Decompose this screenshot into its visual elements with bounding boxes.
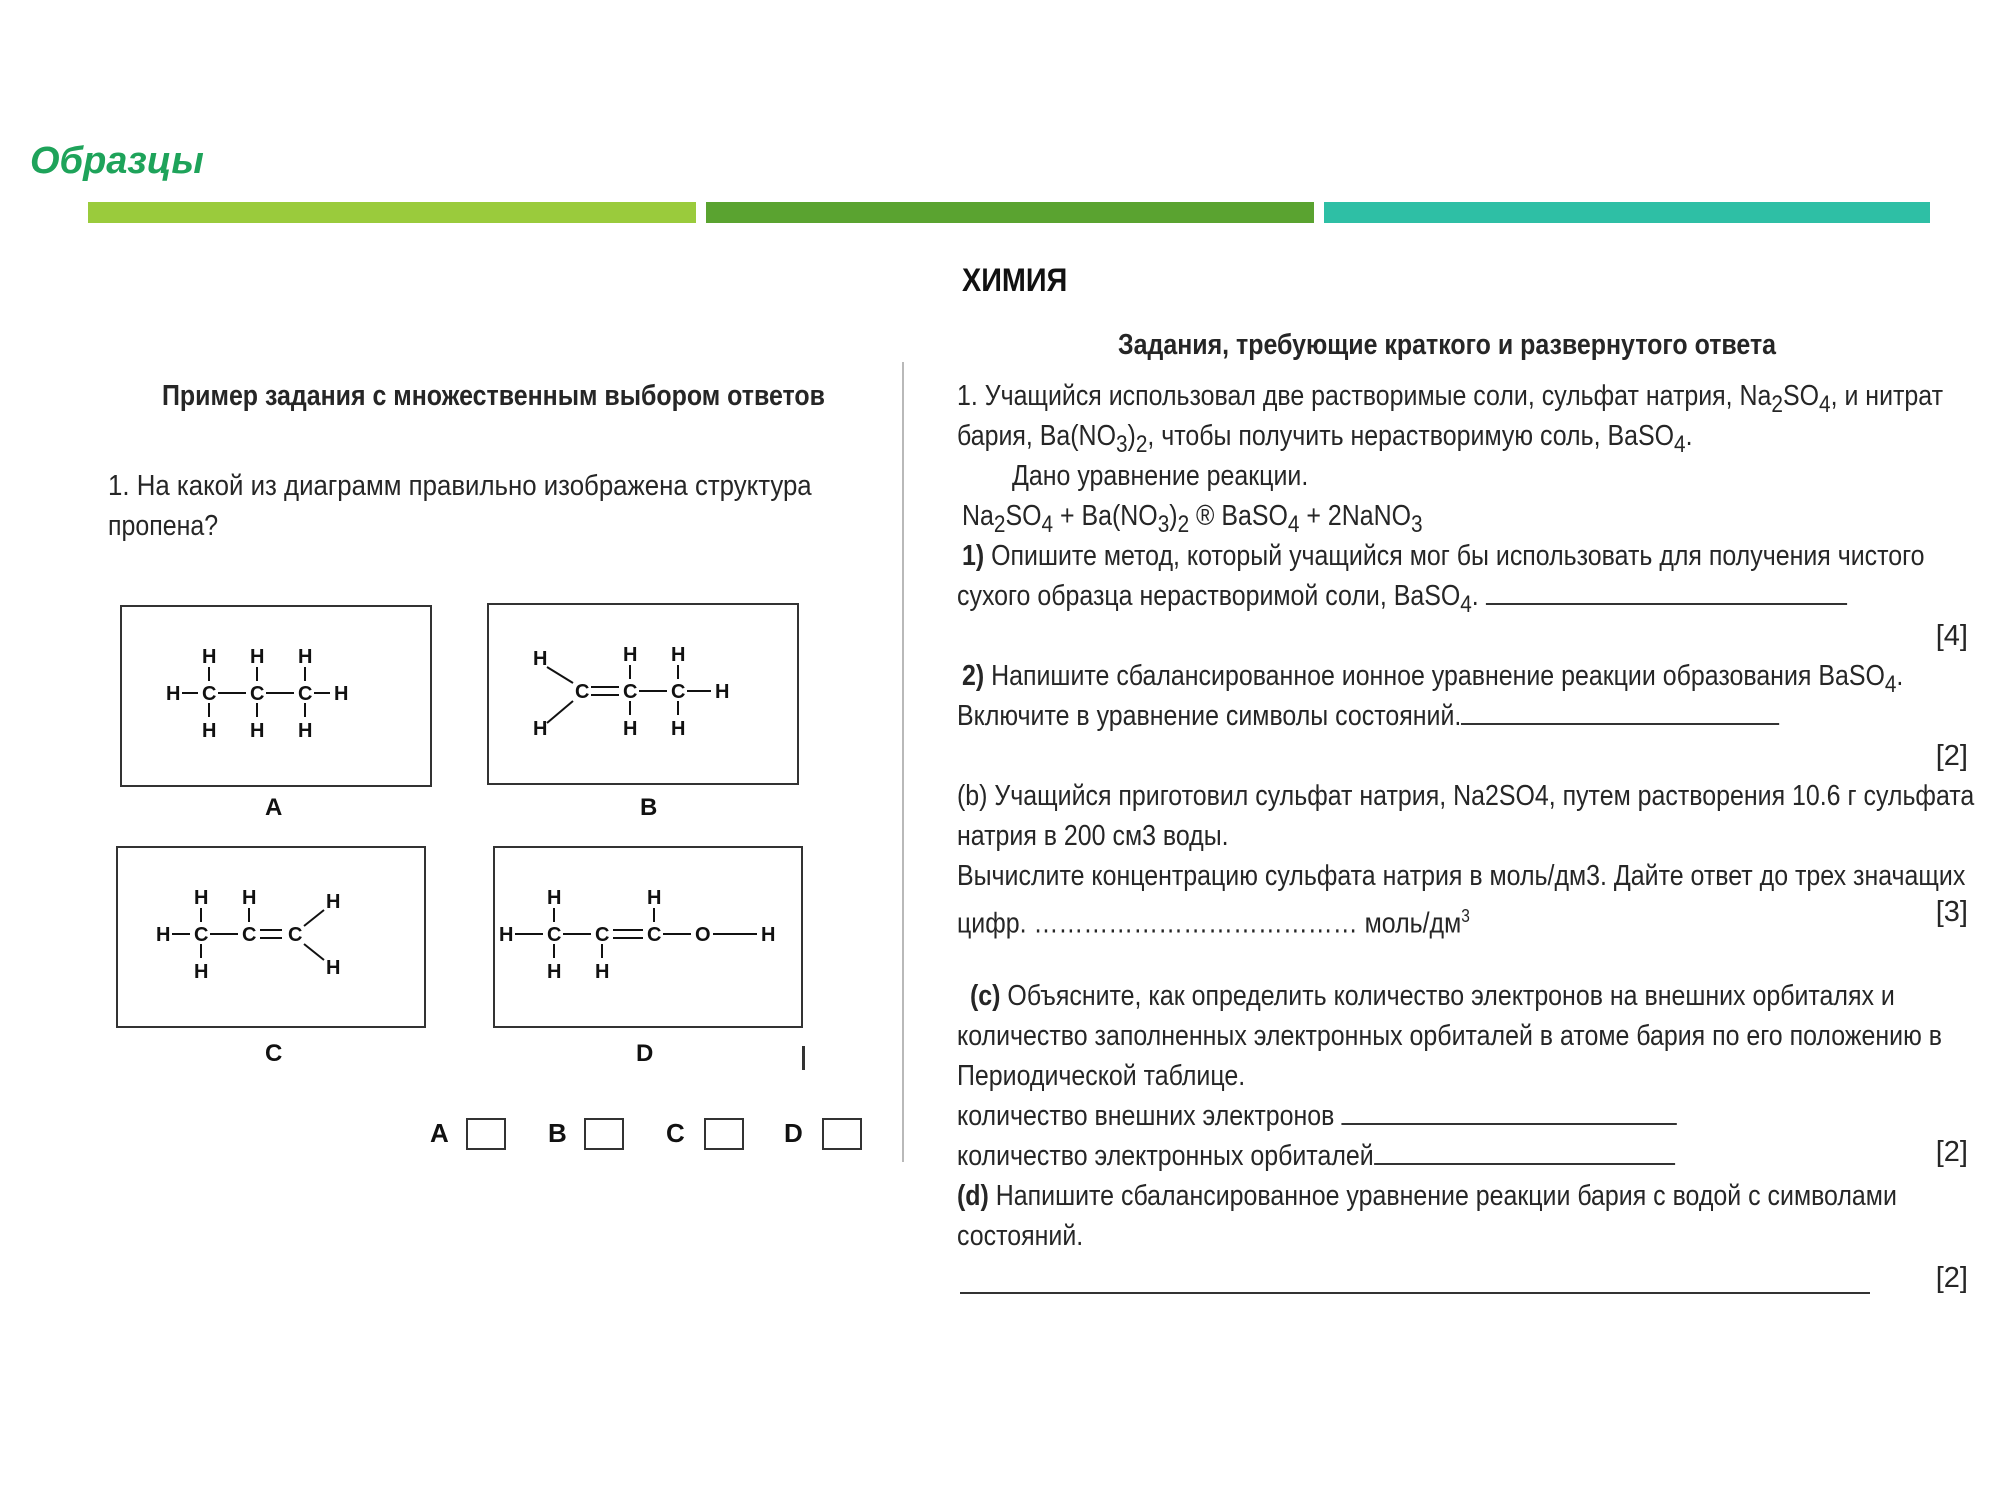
question-1-text-line-2: бария, $Ba(NO_3)_2$, чтобы получить нерастворимую соль, BaSO$_4$. xyxy=(957,420,1693,458)
svg-text:H: H xyxy=(298,646,313,668)
question-1-line-1: 1. На какой из диаграмм правильно изображена структура xyxy=(108,470,812,502)
diagram-b-label: B xyxy=(640,794,658,821)
column-divider xyxy=(902,362,904,1162)
svg-text:H: H xyxy=(623,718,638,740)
part-b-line-2: натрия в 200 см3 воды. xyxy=(957,820,1229,852)
svg-text:O: O xyxy=(695,924,711,946)
option-b-checkbox[interactable] xyxy=(584,1118,624,1150)
svg-text:C: C xyxy=(671,681,686,703)
reaction-equation: $Na_2SO_4 + Ba(NO_3)_2$ ® BaSO$_4$ + 2NaNO$_3$ xyxy=(962,500,1423,538)
svg-text:C: C xyxy=(202,683,217,705)
svg-text:H: H xyxy=(194,961,209,983)
slide-title: Образцы xyxy=(30,140,204,182)
part-c-line-1: (c) Объясните, как определить количество электронов на внешних орбиталях и xyxy=(970,980,1895,1012)
part-1-line-2: сухого образца нерастворимой соли, BaSO$_4$. xyxy=(957,576,1847,625)
svg-text:H: H xyxy=(298,720,313,742)
diagram-b xyxy=(487,603,799,785)
svg-text:H: H xyxy=(715,681,730,703)
structure-b-svg xyxy=(489,605,797,783)
mark-2-a: [2] xyxy=(1935,740,1968,772)
svg-text:C: C xyxy=(547,924,562,946)
svg-text:H: H xyxy=(595,961,610,983)
svg-text:C: C xyxy=(194,924,209,946)
svg-text:H: H xyxy=(623,644,638,666)
accent-bar-1 xyxy=(88,202,696,223)
svg-text:H: H xyxy=(326,957,341,979)
accent-bar-3 xyxy=(1324,202,1930,223)
part-c-line-2: количество заполненных электронных орбиталей в атоме бария по его положению в xyxy=(957,1020,1943,1052)
left-heading: Пример задания с множественным выбором ответов xyxy=(162,380,825,412)
part-1-line-1: 1) Опишите метод, который учащийся мог бы использовать для получения чистого xyxy=(962,540,1925,572)
option-d-checkbox[interactable] xyxy=(822,1118,862,1150)
svg-text:H: H xyxy=(547,961,562,983)
svg-text:C: C xyxy=(595,924,610,946)
svg-text:H: H xyxy=(671,718,686,740)
svg-text:H: H xyxy=(242,887,257,909)
svg-text:H: H xyxy=(250,720,265,742)
mark-2-b: [2] xyxy=(1935,1136,1968,1168)
svg-text:C: C xyxy=(647,924,662,946)
svg-text:C: C xyxy=(250,683,265,705)
right-heading: Задания, требующие краткого и развернутого ответа xyxy=(1118,329,1777,361)
answer-line-part-d[interactable] xyxy=(960,1292,1870,1294)
part-c-line-4: количество внешних электронов xyxy=(957,1096,1677,1136)
answer-line-outer-electrons[interactable] xyxy=(1341,1097,1676,1125)
svg-text:H: H xyxy=(647,887,662,909)
sub-4: 4 xyxy=(1819,390,1831,418)
svg-text:H: H xyxy=(547,887,562,909)
svg-text:H: H xyxy=(533,648,548,670)
mark-3: [3] xyxy=(1935,896,1968,928)
answer-line-part-2[interactable] xyxy=(1461,697,1779,725)
question-1-text-line-1: 1. Учащийся использовал две растворимые соли, сульфат натрия, $Na_2SO_4$, и нитрат xyxy=(957,380,1944,418)
part-c-line-5: количество электронных орбиталей xyxy=(957,1136,1675,1176)
svg-text:C: C xyxy=(623,681,638,703)
part-2-line-1: 2) Напишите сбалансированное ионное уравнение реакции образования BaSO$_4$. xyxy=(962,660,1904,698)
svg-text:C: C xyxy=(242,924,257,946)
option-c-checkbox[interactable] xyxy=(704,1118,744,1150)
diagram-c xyxy=(116,846,426,1028)
option-b-label: B xyxy=(548,1118,567,1148)
diagram-d-label: D xyxy=(636,1040,654,1067)
svg-text:H: H xyxy=(334,683,349,705)
svg-text:H: H xyxy=(533,718,548,740)
equation-intro: Дано уравнение реакции. xyxy=(1012,460,1309,492)
mark-4: [4] xyxy=(1935,620,1968,652)
part-b-line-3: Вычислите концентрацию сульфата натрия в моль/дм3. Дайте ответ до трех значащих xyxy=(957,860,1966,892)
svg-text:H: H xyxy=(250,646,265,668)
diagram-a xyxy=(120,605,432,787)
part-b-line-4: цифр. ………………………………… моль/$дм^3$ xyxy=(957,906,1470,940)
subject-title: ХИМИЯ xyxy=(962,262,1068,298)
svg-text:H: H xyxy=(671,644,686,666)
svg-text:H: H xyxy=(156,924,171,946)
option-a-label: A xyxy=(430,1118,449,1148)
structure-d-svg xyxy=(495,848,801,1026)
stray-tick-mark xyxy=(802,1046,805,1070)
svg-text:H: H xyxy=(166,683,181,705)
svg-text:H: H xyxy=(202,720,217,742)
svg-text:H: H xyxy=(202,646,217,668)
option-c-label: C xyxy=(666,1118,685,1148)
option-a-checkbox[interactable] xyxy=(466,1118,506,1150)
svg-text:H: H xyxy=(194,887,209,909)
part-2-line-2: Включите в уравнение символы состояний. xyxy=(957,696,1780,736)
option-d-label: D xyxy=(784,1118,803,1148)
structure-a-svg xyxy=(122,607,430,785)
part-b-line-1: (b) Учащийся приготовил сульфат натрия, Na2SO4, путем растворения 10.6 г сульфата xyxy=(957,780,1975,812)
part-c-line-3: Периодической таблице. xyxy=(957,1060,1246,1092)
answer-line-part-1[interactable] xyxy=(1486,577,1847,605)
svg-text:H: H xyxy=(761,924,776,946)
part-d-line-2: состояний. xyxy=(957,1220,1084,1252)
part-d-line-1: (d) Напишите сбалансированное уравнение реакции бария с водой с символами xyxy=(957,1180,1897,1212)
svg-text:H: H xyxy=(326,891,341,913)
accent-bar-2 xyxy=(706,202,1314,223)
diagram-c-label: C xyxy=(265,1040,283,1067)
diagram-d xyxy=(493,846,803,1028)
svg-text:C: C xyxy=(288,924,303,946)
svg-text:C: C xyxy=(575,681,590,703)
svg-text:H: H xyxy=(499,924,514,946)
mark-2-c: [2] xyxy=(1935,1262,1968,1294)
question-1-line-2: пропена? xyxy=(108,510,219,542)
structure-c-svg xyxy=(118,848,424,1026)
diagram-a-label: A xyxy=(265,794,283,821)
sub-2: 2 xyxy=(1771,390,1783,418)
svg-text:C: C xyxy=(298,683,313,705)
answer-line-orbitals[interactable] xyxy=(1374,1137,1675,1165)
